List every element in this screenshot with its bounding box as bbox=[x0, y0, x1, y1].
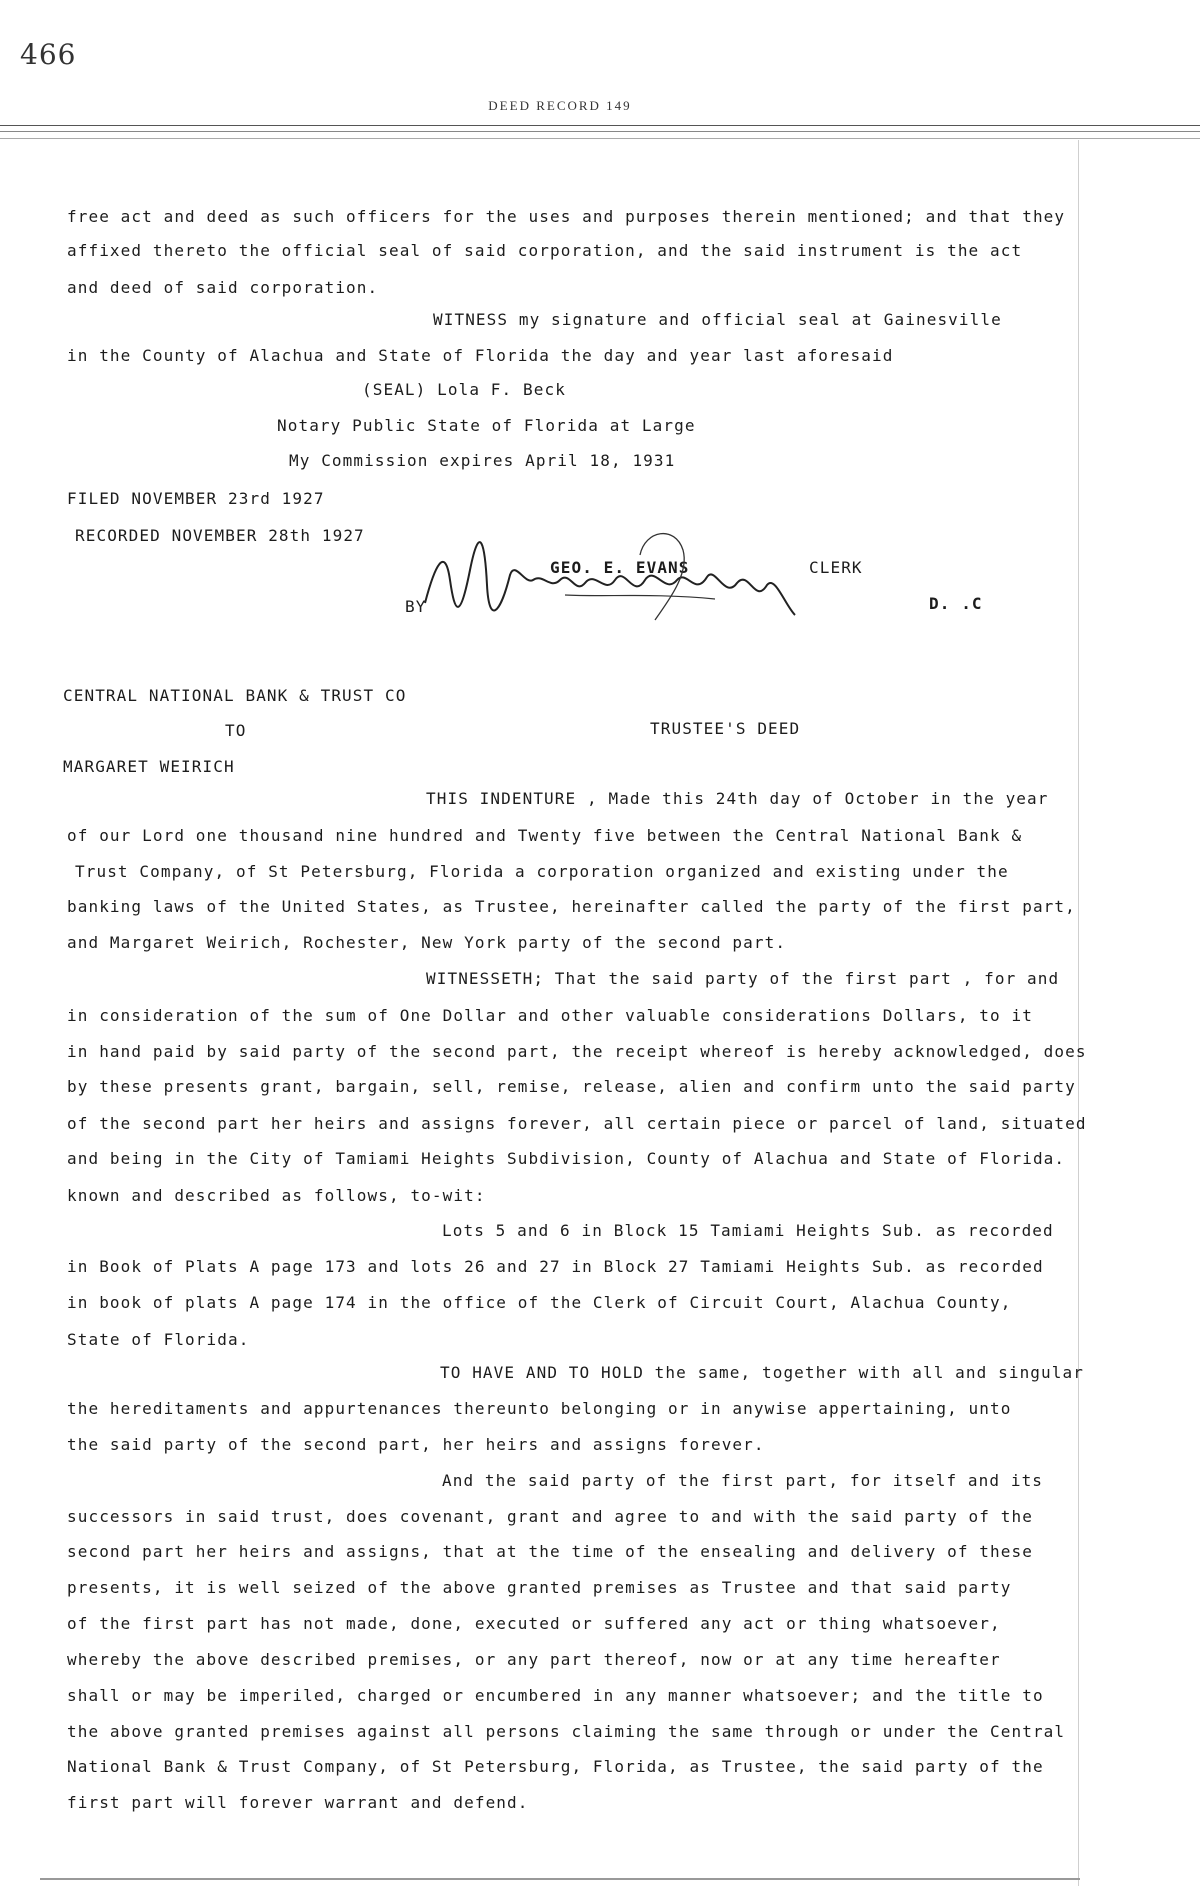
body-line: shall or may be imperiled, charged or encumbered in any manner whatsoever; and the title to bbox=[67, 1686, 1044, 1705]
body-line: THIS INDENTURE , Made this 24th day of October in the year bbox=[426, 789, 1049, 808]
body-line: second part her heirs and assigns, that at the time of the ensealing and delivery of these bbox=[67, 1542, 1033, 1561]
recorded-date: RECORDED NOVEMBER 28th 1927 bbox=[75, 526, 365, 545]
body-line: in consideration of the sum of One Dollar and other valuable considerations Dollars, to it bbox=[67, 1006, 1033, 1025]
body-line: of the second part her heirs and assigns forever, all certain piece or parcel of land, situated bbox=[67, 1114, 1087, 1133]
grantee-name: MARGARET WEIRICH bbox=[63, 757, 235, 776]
grantor-name: CENTRAL NATIONAL BANK & TRUST CO bbox=[63, 686, 407, 705]
running-head: DEED RECORD 149 bbox=[488, 98, 632, 113]
body-line: in Book of Plats A page 173 and lots 26 and 27 in Block 27 Tamiami Heights Sub. as recorded bbox=[67, 1257, 1044, 1276]
body-line: of our Lord one thousand nine hundred and Twenty five between the Central National Bank & bbox=[67, 826, 1023, 845]
clerk-title: CLERK bbox=[809, 558, 863, 577]
deputy-clerk-label: D. .C bbox=[929, 594, 983, 613]
body-line: known and described as follows, to-wit: bbox=[67, 1186, 486, 1205]
body-line: banking laws of the United States, as Trustee, hereinafter called the party of the first part, bbox=[67, 897, 1076, 916]
deed-type: TRUSTEE'S DEED bbox=[650, 719, 801, 738]
text-line: free act and deed as such officers for the uses and purposes therein mentioned; and that they bbox=[67, 207, 1066, 226]
body-line: Trust Company, of St Petersburg, Florida a corporation organized and existing under the bbox=[75, 862, 1009, 881]
body-line: and being in the City of Tamiami Heights Subdivision, County of Alachua and State of Florida. bbox=[67, 1149, 1066, 1168]
body-line: in book of plats A page 174 in the office of the Clerk of Circuit Court, Alachua County, bbox=[67, 1293, 1012, 1312]
body-line: Lots 5 and 6 in Block 15 Tamiami Heights Sub. as recorded bbox=[442, 1221, 1054, 1240]
bottom-rule bbox=[40, 1878, 1080, 1880]
body-line: by these presents grant, bargain, sell, remise, release, alien and confirm unto the said party bbox=[67, 1077, 1076, 1096]
body-line: of the first part has not made, done, executed or suffered any act or thing whatsoever, bbox=[67, 1614, 1001, 1633]
body-line: National Bank & Trust Company, of St Petersburg, Florida, as Trustee, the said party of the bbox=[67, 1757, 1044, 1776]
deputy-signature bbox=[415, 525, 805, 635]
header-rule bbox=[0, 125, 1200, 126]
body-line: whereby the above described premises, or any part thereof, now or at any time hereafter bbox=[67, 1650, 1001, 1669]
filed-date: FILED NOVEMBER 23rd 1927 bbox=[67, 489, 325, 508]
body-line: And the said party of the first part, for itself and its bbox=[442, 1471, 1044, 1490]
body-line: the said party of the second part, her heirs and assigns forever. bbox=[67, 1435, 765, 1454]
body-line: first part will forever warrant and defend. bbox=[67, 1793, 529, 1812]
body-line: successors in said trust, does covenant, grant and agree to and with the said party of the bbox=[67, 1507, 1033, 1526]
body-line: in hand paid by said party of the second part, the receipt whereof is hereby acknowledged, does bbox=[67, 1042, 1087, 1061]
body-line: State of Florida. bbox=[67, 1330, 250, 1349]
body-line: the above granted premises against all persons claiming the same through or under the Central bbox=[67, 1722, 1066, 1741]
clerk-name: GEO. E. EVANS bbox=[550, 558, 690, 577]
body-line: WITNESSETH; That the said party of the first part , for and bbox=[426, 969, 1060, 988]
body-line: presents, it is well seized of the above granted premises as Trustee and that said party bbox=[67, 1578, 1012, 1597]
text-line: and deed of said corporation. bbox=[67, 278, 379, 297]
header-rule-3 bbox=[0, 138, 1200, 139]
body-line: and Margaret Weirich, Rochester, New York party of the second part. bbox=[67, 933, 787, 952]
page-number: 466 bbox=[20, 38, 77, 71]
notary-title: Notary Public State of Florida at Large bbox=[277, 416, 696, 435]
body-line: TO HAVE AND TO HOLD the same, together with all and singular bbox=[440, 1363, 1084, 1382]
right-margin-rule bbox=[1078, 140, 1079, 1886]
witness-line-2: in the County of Alachua and State of Florida the day and year last aforesaid bbox=[67, 346, 894, 365]
notary-seal-line: (SEAL) Lola F. Beck bbox=[362, 380, 566, 399]
by-label: BY bbox=[405, 597, 427, 616]
body-line: the hereditaments and appurtenances thereunto belonging or in anywise appertaining, unto bbox=[67, 1399, 1012, 1418]
header-rule-2 bbox=[0, 131, 1200, 132]
text-line: affixed thereto the official seal of said corporation, and the said instrument is the act bbox=[67, 241, 1023, 260]
commission-expiry: My Commission expires April 18, 1931 bbox=[289, 451, 676, 470]
witness-line: WITNESS my signature and official seal at Gainesville bbox=[433, 310, 1002, 329]
to-label: TO bbox=[225, 721, 247, 740]
